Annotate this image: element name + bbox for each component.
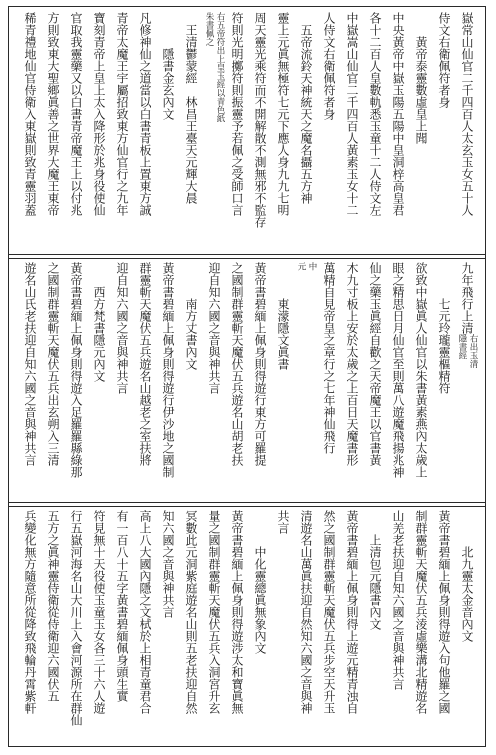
section-heading: 東濛隱文眞書 <box>276 298 290 370</box>
text-column: 黃帝書碧緬上佩身則得遊行伊沙地之國制 <box>161 262 175 478</box>
text-column: 有一百八十五字黃書碧緬佩身頭生實 <box>115 510 129 702</box>
text-column: 青帝太魔王宇屬招致東方仙官行之九年 <box>115 12 129 216</box>
section-heading: 南方丈書內文 <box>184 298 198 370</box>
text-column: 迎自知六國之音與神共言 <box>207 262 221 394</box>
text-column: 寶刻青帝上皇上太入降形於兆身役使仙 <box>92 12 106 216</box>
text-column: 萬精自見帝皇之章行之七年神仙飛行 <box>322 262 336 454</box>
section-heading: 五帝流鈴天神統天之魔名攝五方神 <box>299 24 313 204</box>
text-column: 黃帝書碧緬上佩身則得遊行東方可羅提 <box>253 262 267 466</box>
text-column: 共言 <box>276 510 290 534</box>
section-heading: 隱書金玄內文 <box>161 48 175 120</box>
annotation-note <box>202 9 225 253</box>
text-column: 兵變化無方隨意所從降致飛輪丹霄紫軒 <box>23 510 37 714</box>
text-column: 之國制群靈斬天魔伏五兵遊名山胡老扶 <box>230 262 244 466</box>
text-column: 山羌老扶迎自知六國之音與神共言 <box>391 510 405 690</box>
text-column: 清遊名山萬眞扶迎自然知六國之音與神 <box>299 510 313 714</box>
text-column: 中央黃帝中嶽玉陽五陽中皇洞梓高皇君 <box>391 12 405 216</box>
text-column: 黃帝書碧緬上佩身則得遊入足羅羅縣綠那 <box>69 262 83 478</box>
section-heading: 中化靈總眞無象內文 <box>253 546 267 654</box>
text-run: 九年飛行上清 <box>460 262 474 334</box>
text-column: 靈上元眞無極符七元下應人身九九七明 <box>276 12 290 216</box>
text-column: 王清鬱蒙經 林昌王臺天元輝大晨 <box>184 24 198 204</box>
text-column: 眼之精思日月仙官至則萬八遊魔飛揚兆神 <box>391 262 405 478</box>
text-column: 遊名山氏老扶迎自知六國之音與神共言 <box>23 262 37 466</box>
scripture-page <box>8 6 486 747</box>
text-column: 凡修神仙之道當以白書青板上置東方誠 <box>138 12 152 216</box>
text-column: 行五嶽河海名山大川上入會河源所在群仙 <box>69 510 83 726</box>
text-column: 黃帝書碧緬上佩身則得上遊元精青浊自 <box>345 510 359 714</box>
section-heading: 北九靈太金音內文 <box>460 546 474 642</box>
text-column: 符則光明擲符則振靈予若佩之受師口言 <box>230 12 244 216</box>
text-column: 欲致中嶽眞人仙官以朱書黃素燕內太歲上 <box>414 262 428 478</box>
text-column: 嶽常山仙官二千四百人太玄玉女五十人 <box>460 12 474 216</box>
text-column: 符見無十天役使玉童玉女各三十六人遊 <box>92 510 106 714</box>
text-column: 官取我靈藥又以白書青帝魔王上以付兆 <box>69 12 83 216</box>
text-column: 黃帝書碧緬上佩身則得遊入句他羅之國 <box>437 510 451 714</box>
upper-register <box>13 9 481 253</box>
text-column: 中嶽嵩山仙官二千四百人黃素玉女十二 <box>345 12 359 216</box>
annotation-line: 元 <box>296 262 306 271</box>
text-column: 量之國制群靈斬天魔伏五兵入洞宮升玄 <box>207 510 221 714</box>
section-heading: 西方梵書隱元內文 <box>92 286 106 382</box>
annotation-line: 右五帝符出上皇玉經以青色紙 <box>215 12 225 123</box>
text-column: 仙之藥玉眞經自歡之天帝魔王以官書黃 <box>368 262 382 466</box>
text-column: 黃帝書碧緬上佩身則得遊涉太和寶眞無 <box>230 510 244 714</box>
middle-register <box>13 259 481 501</box>
text-column: 高上八大國內隱之文栻於上相青童君合 <box>138 510 152 714</box>
text-column: 周天靈光乘符而不開解散不測無邪不監存 <box>253 12 267 228</box>
text-column: 各十二百人皇數軌悉玉童十二人侍文左 <box>368 12 382 216</box>
lower-register <box>13 507 481 743</box>
annotation-line: 朱書佩之 <box>204 12 214 46</box>
annotation-line: 中 <box>307 262 317 271</box>
text-column: 木九寸板上安於太歲之上百日天魔書形 <box>345 262 359 466</box>
text-column: 然之國制群靈斬天魔伏五兵步空天升玉 <box>322 510 336 714</box>
text-column: 人侍文右衛佩符者身 <box>322 12 336 120</box>
annotation-note <box>455 334 478 368</box>
text-column: 迎自知六國之音與神共言 <box>115 262 129 394</box>
section-heading: 黃帝泰靈數虛皇上聞 <box>414 36 428 144</box>
section-heading: 七元玲瓏靈樞精符 <box>437 298 451 394</box>
text-column: 五方之眞神靈侍衛從侍衛迎六國伏五 <box>46 510 60 702</box>
text-column: 冥數此元洞紫庭遊名山則五老扶迎自然 <box>184 510 198 714</box>
text-column: 稀青禮地仙官侍衛入東嶽則致青靈羽蓋 <box>23 12 37 216</box>
text-column: 群靈斬天魔伏五兵遊名山越老之室扶將 <box>138 262 152 466</box>
text-column: 知六國之音與神共言 <box>161 510 175 618</box>
annotation-note <box>294 259 317 501</box>
text-column: 侍文右衛佩符者身 <box>437 12 451 108</box>
annotation-line: 右出玉清 <box>468 334 478 368</box>
text-column: 方則致東大聖鄉眞善之世界大魔王東帝 <box>46 12 60 216</box>
text-column <box>455 259 478 501</box>
text-column: 之國制群靈斬天魔伏五兵出玄朔入三清 <box>46 262 60 466</box>
section-heading: 上清包元隱書內文 <box>368 534 382 630</box>
text-column: 制群靈斬天魔伏五兵淩虛樂溝北精遊名 <box>414 510 428 714</box>
annotation-line: 隱書經 <box>457 334 467 360</box>
